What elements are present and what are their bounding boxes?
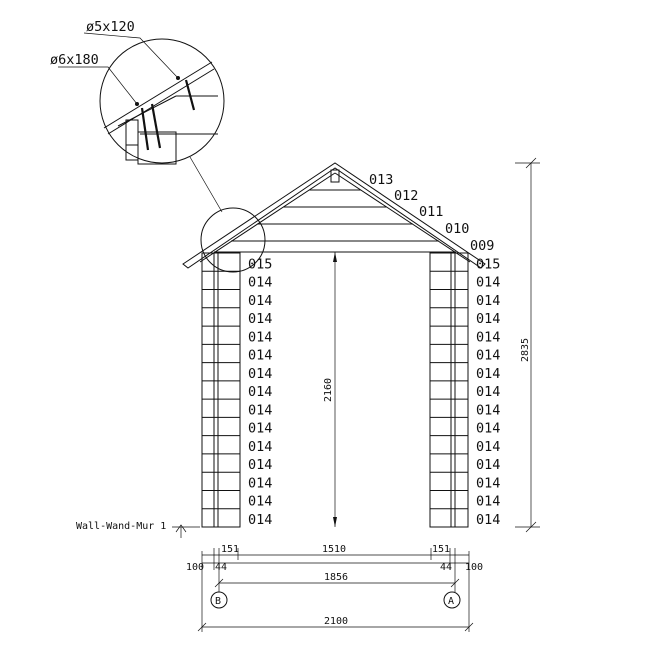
dim-label-100-right: 100 bbox=[465, 562, 484, 573]
wall-board-label: 015 bbox=[476, 256, 501, 273]
dim-total-height bbox=[515, 158, 540, 532]
dim-chain-upper bbox=[186, 544, 483, 573]
screw-label-5x120: ø5x120 bbox=[86, 19, 135, 35]
wall-board-label: 014 bbox=[248, 347, 273, 364]
wall-board-label: 014 bbox=[248, 420, 273, 437]
dim-label-1856: 1856 bbox=[324, 572, 349, 583]
axis-label-b: B bbox=[215, 596, 222, 607]
wall-board-label: 014 bbox=[476, 402, 501, 419]
dim-label-100-left: 100 bbox=[186, 562, 205, 573]
wall-board-label: 014 bbox=[476, 493, 501, 510]
roof-board-label: 013 bbox=[369, 172, 394, 188]
wall-board-label: 014 bbox=[248, 274, 273, 291]
dim-label-2835: 2835 bbox=[520, 337, 531, 362]
dim-label-2160: 2160 bbox=[323, 377, 334, 402]
wall-board-label: 014 bbox=[248, 493, 273, 510]
dim-axis-span bbox=[211, 570, 460, 608]
wall-board-label: 014 bbox=[248, 512, 273, 528]
wall-labels-right bbox=[476, 256, 500, 528]
wall-board-label: 014 bbox=[476, 365, 501, 382]
dim-label-44-left: 44 bbox=[215, 562, 228, 573]
wall-board-label: 014 bbox=[248, 329, 273, 346]
axis-label-a: A bbox=[448, 596, 455, 607]
wall-board-label: 014 bbox=[476, 347, 501, 364]
wall-board-label: 014 bbox=[476, 292, 501, 309]
wall-board-label: 014 bbox=[476, 329, 501, 346]
wall-board-label: 014 bbox=[248, 384, 273, 401]
wall-board-label: 014 bbox=[476, 512, 501, 528]
dim-label-1510: 1510 bbox=[322, 544, 347, 555]
roof-board-label: 009 bbox=[470, 238, 495, 254]
wall-labels-left bbox=[248, 256, 272, 528]
dim-inner-height bbox=[323, 252, 337, 527]
dim-label-151-left: 151 bbox=[221, 544, 240, 555]
wall-right bbox=[430, 253, 468, 527]
wall-board-label: 014 bbox=[248, 438, 273, 455]
wall-board-label: 014 bbox=[248, 292, 273, 309]
wall-board-label: 014 bbox=[476, 438, 501, 455]
detail-callout bbox=[50, 19, 265, 272]
roof-board-label: 010 bbox=[445, 221, 470, 237]
dim-label-151-right: 151 bbox=[432, 544, 451, 555]
wall-board-label: 014 bbox=[476, 274, 501, 291]
dim-label-44-right: 44 bbox=[440, 562, 453, 573]
wall-reference bbox=[76, 521, 200, 538]
wall-board-label: 014 bbox=[248, 457, 273, 474]
wall-board-label: 014 bbox=[476, 457, 501, 474]
wall-left bbox=[202, 253, 240, 527]
screw-label-6x180: ø6x180 bbox=[50, 52, 99, 68]
wall-board-label: 014 bbox=[476, 384, 501, 401]
roof-gable bbox=[183, 163, 494, 268]
wall-ref-label: Wall-Wand-Mur 1 bbox=[76, 521, 167, 532]
wall-board-label: 015 bbox=[248, 256, 273, 273]
wall-board-label: 014 bbox=[476, 311, 501, 328]
roof-board-label: 012 bbox=[394, 188, 419, 204]
wall-board-label: 014 bbox=[476, 420, 501, 437]
wall-board-label: 014 bbox=[248, 365, 273, 382]
wall-board-label: 014 bbox=[476, 475, 501, 492]
wall-board-label: 014 bbox=[248, 311, 273, 328]
dim-label-2100: 2100 bbox=[324, 616, 349, 627]
roof-board-label: 011 bbox=[419, 204, 444, 220]
wall-board-label: 014 bbox=[248, 402, 273, 419]
wall-board-label: 014 bbox=[248, 475, 273, 492]
